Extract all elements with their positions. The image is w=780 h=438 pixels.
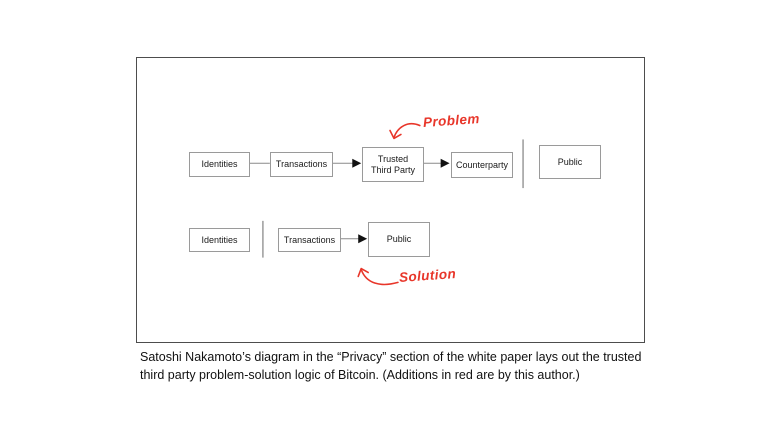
node-public-top <box>539 145 601 179</box>
node-trusted-third-party <box>362 147 424 182</box>
node-label: Public <box>386 234 412 245</box>
diagram-connectors <box>137 58 644 342</box>
node-transactions-bottom <box>278 228 341 252</box>
node-label: Transactions <box>275 159 328 170</box>
solution-arrow-icon <box>358 269 398 285</box>
node-label: Identities <box>201 234 238 245</box>
node-transactions-top <box>270 152 333 177</box>
node-public-bottom <box>368 222 430 257</box>
arrow-transactions-to-ttp <box>332 159 361 168</box>
problem-annotation-label: Problem <box>422 111 481 130</box>
solution-annotation-label: Solution <box>398 266 457 285</box>
node-label: Identities <box>201 159 238 170</box>
node-label: Counterparty <box>455 159 509 170</box>
node-label: Transactions <box>283 234 336 245</box>
node-identities-top <box>189 152 250 177</box>
diagram-frame <box>136 57 645 343</box>
node-identities-bottom <box>189 228 250 252</box>
arrow-ttp-to-counterparty <box>423 159 450 168</box>
problem-arrow-icon <box>390 124 420 139</box>
node-label: Trusted Third Party <box>370 154 415 175</box>
arrow-transactions-to-public <box>340 234 367 243</box>
node-label: Public <box>557 156 583 167</box>
caption-text: Satoshi Nakamoto’s diagram in the “Privacy” section of the white paper lays out the trusted third party problem-solution logic of Bitcoin. (Additions in red are by this author.) <box>140 350 642 382</box>
node-counterparty <box>451 152 513 178</box>
